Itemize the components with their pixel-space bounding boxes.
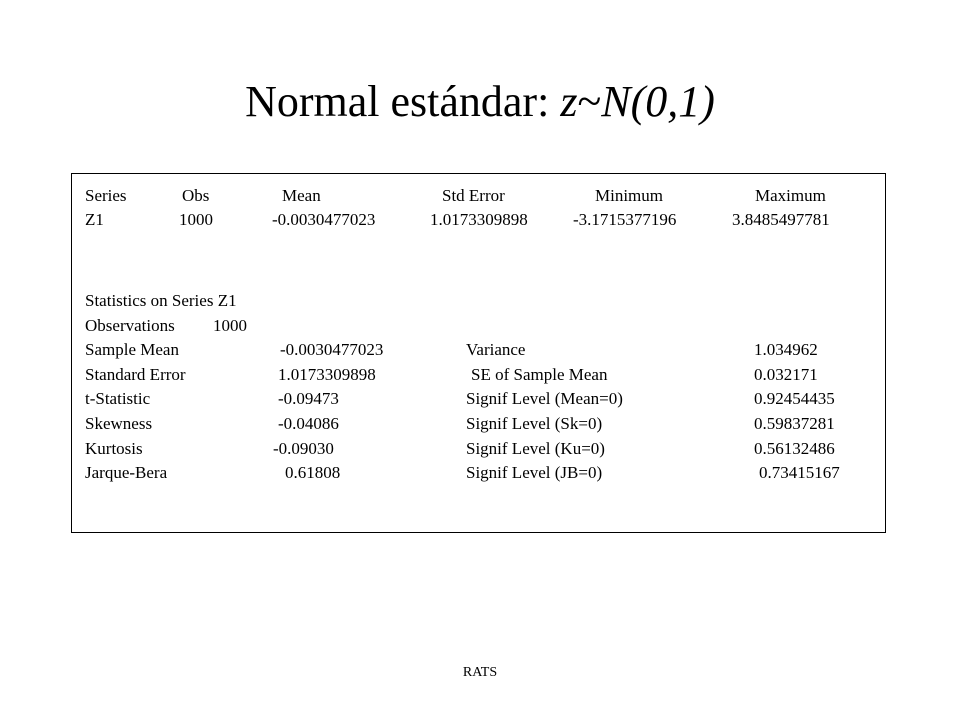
stat-label-secondary: SE of Sample Mean [471, 365, 608, 384]
stat-value: -0.09473 [278, 389, 339, 408]
observations-label: Observations [85, 316, 175, 335]
header-mean: Mean [282, 186, 321, 205]
stat-value-secondary: 0.59837281 [754, 414, 835, 433]
stat-value-secondary: 1.034962 [754, 340, 818, 359]
header-obs: Obs [182, 186, 210, 205]
title-variable: z [560, 77, 578, 126]
stat-value-secondary: 0.032171 [754, 365, 818, 384]
stat-label: Standard Error [85, 365, 186, 384]
stats-heading: Statistics on Series Z1 [85, 291, 237, 310]
stat-value: -0.09030 [273, 439, 334, 458]
title-tilde: ~ [577, 77, 602, 126]
header-std-error: Std Error [442, 186, 505, 205]
stat-value: 1.0173309898 [278, 365, 376, 384]
row-maximum: 3.8485497781 [732, 210, 830, 229]
stat-label-secondary: Signif Level (Sk=0) [466, 414, 603, 433]
row-mean: -0.0030477023 [272, 210, 376, 229]
row-std-error: 1.0173309898 [430, 210, 528, 229]
row-obs: 1000 [179, 210, 213, 229]
stat-value-secondary: 0.73415167 [759, 463, 840, 482]
observations-value: 1000 [213, 316, 247, 335]
stat-label: t-Statistic [85, 389, 151, 408]
header-series: Series [85, 186, 127, 205]
stat-value: -0.04086 [278, 414, 339, 433]
stat-label-secondary: Signif Level (JB=0) [466, 463, 603, 482]
header-minimum: Minimum [595, 186, 664, 205]
stat-label-secondary: Variance [466, 340, 526, 359]
stat-value: 0.61808 [285, 463, 341, 482]
row-series: Z1 [85, 210, 104, 229]
title-distribution: N(0,1) [601, 77, 715, 126]
stat-label-secondary: Signif Level (Mean=0) [466, 389, 623, 408]
stat-label: Kurtosis [85, 439, 143, 458]
stat-label: Sample Mean [85, 340, 179, 359]
stat-label-secondary: Signif Level (Ku=0) [466, 439, 605, 458]
stat-value-secondary: 0.56132486 [754, 439, 835, 458]
slide-footer: RATS [462, 665, 498, 680]
row-minimum: -3.1715377196 [573, 210, 677, 229]
stat-value: -0.0030477023 [280, 340, 384, 359]
header-maximum: Maximum [755, 186, 826, 205]
stat-label: Jarque-Bera [85, 463, 168, 482]
title-text: Normal estándar: [245, 77, 561, 126]
stat-label: Skewness [85, 414, 153, 433]
rats-output-box [71, 173, 886, 533]
stat-value-secondary: 0.92454435 [754, 389, 835, 408]
slide-title [0, 74, 960, 130]
